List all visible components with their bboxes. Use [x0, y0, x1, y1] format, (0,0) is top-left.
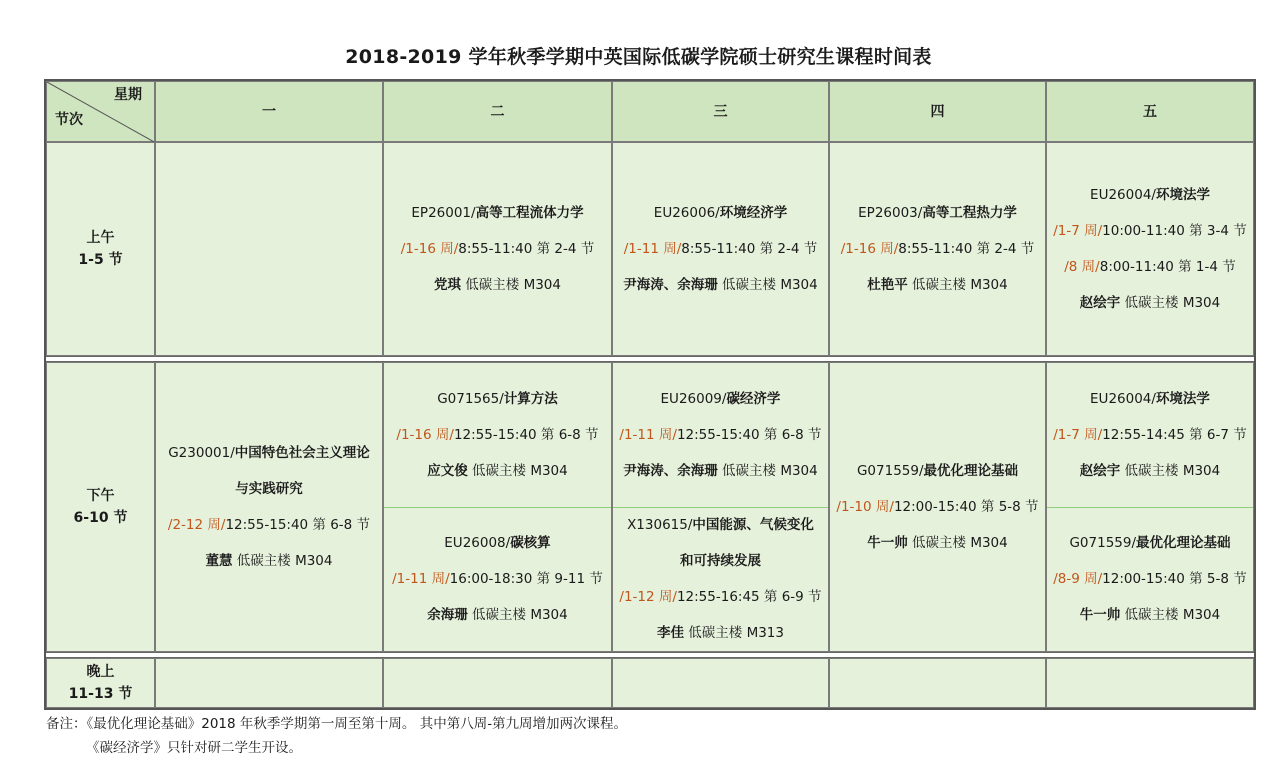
course-time: 12:55-15:40 第 6-8 节 [453, 427, 599, 443]
course-teacher: 党琪 [433, 277, 461, 293]
row-label-line1: 晚上 [86, 664, 115, 680]
course-time-line [401, 231, 595, 267]
course-time: 12:00-15:40 第 5-8 节 [893, 499, 1039, 515]
course-code: G071559/ [1069, 535, 1137, 551]
course-title-line [654, 195, 787, 231]
course-weeks: /1-16 周/ [400, 241, 459, 257]
course-room: 低碳主楼 M304 [236, 553, 333, 569]
course-teacher: 尹海涛、余海珊 [623, 463, 718, 479]
course-weeks: /8-9 周/ [1053, 571, 1103, 587]
course-name: 中国能源、气候变化 [692, 517, 814, 533]
cell-divider [1047, 507, 1253, 508]
course-code: EU26004/ [1090, 187, 1156, 203]
cell-fri-pm [1046, 362, 1254, 652]
course-code: G071559/ [856, 463, 924, 479]
course-time: 12:55-16:45 第 6-9 节 [676, 589, 822, 605]
course-time: 12:55-15:40 第 6-8 节 [225, 517, 371, 533]
course-teacher-line [396, 453, 598, 489]
course-time: 8:55-11:40 第 2-4 节 [898, 241, 1035, 257]
course-room: 低碳主楼 M304 [722, 463, 818, 479]
course-time: 16:00-18:30 第 9-11 节 [449, 571, 603, 587]
course-room: 低碳主楼 M304 [722, 277, 818, 293]
course-time: 12:55-14:45 第 6-7 节 [1102, 427, 1247, 443]
course-title-line [619, 381, 821, 417]
row-label-line2: 1-5 节 [78, 252, 123, 268]
course-room: 低碳主楼 M304 [912, 277, 1008, 293]
course-name: 高等工程流体力学 [475, 205, 584, 221]
course-time-line [624, 231, 818, 267]
course-teacher: 董慧 [205, 553, 233, 569]
course-weeks: /1-7 周/ [1053, 223, 1103, 239]
course-room: 低碳主楼 M304 [472, 463, 568, 479]
day-header-fri: 五 [1046, 81, 1254, 142]
course-teacher-line [1080, 285, 1221, 321]
course-title-line [1090, 177, 1210, 213]
row-header-morning [46, 142, 155, 356]
course-tue-am [383, 142, 612, 356]
row-label-line1: 下午 [86, 488, 115, 504]
course-title-line [619, 507, 821, 543]
course-wed-am [612, 142, 829, 356]
course-room: 低碳主楼 M304 [912, 535, 1008, 551]
course-fri-pm2 [1053, 507, 1247, 651]
course-title-line-2 [235, 471, 303, 507]
course-time-line [1053, 213, 1247, 249]
course-title-line [858, 195, 1017, 231]
corner-slot-label: 节次 [55, 112, 83, 128]
course-time: 12:00-15:40 第 5-8 节 [1102, 571, 1247, 587]
day-header-tue: 二 [383, 81, 612, 142]
course-code: G071565/ [437, 391, 504, 407]
course-teacher-line [1053, 597, 1247, 633]
course-fri-pm1 [1053, 363, 1247, 507]
course-weeks: /1-11 周/ [392, 571, 450, 587]
cell-fri-eve [1046, 658, 1254, 708]
notes [46, 712, 627, 760]
course-tue-pm1 [396, 363, 598, 507]
course-teacher-line [392, 597, 603, 633]
course-weeks: /1-7 周/ [1053, 427, 1103, 443]
course-weeks: /1-16 周/ [840, 241, 899, 257]
course-name-2: 与实践研究 [235, 481, 303, 497]
course-time-line [619, 579, 821, 615]
course-time-2: 8:00-11:40 第 1-4 节 [1099, 259, 1236, 275]
course-time-line [396, 417, 598, 453]
note-line-1: 备注：《最优化理论基础》2018 年秋季学期第一周至第十周。 其中第八周-第九周增加两次课程。 [46, 716, 628, 732]
course-teacher: 赵绘宇 [1079, 463, 1121, 479]
course-teacher-line [867, 525, 1008, 561]
course-title-line [1053, 381, 1247, 417]
course-code: EP26003/ [858, 205, 923, 221]
course-name: 环境法学 [1155, 391, 1210, 407]
course-teacher: 应文俊 [427, 463, 468, 479]
course-time-line [392, 561, 603, 597]
course-teacher: 牛一帅 [1079, 607, 1121, 623]
course-teacher-line [434, 267, 561, 303]
course-teacher-line [1053, 453, 1247, 489]
course-title-line [392, 525, 603, 561]
note-line-2: 《碳经济学》只针对研二学生开设。 [86, 740, 302, 756]
course-title-line [396, 381, 598, 417]
course-room: 低碳主楼 M304 [472, 607, 568, 623]
corner-week-label: 星期 [114, 87, 142, 103]
course-name: 计算方法 [503, 391, 558, 407]
course-wed-pm1 [619, 363, 821, 507]
course-fri-am [1046, 142, 1254, 356]
course-code: EU26008/ [444, 535, 511, 551]
course-room: 低碳主楼 M313 [688, 625, 784, 641]
course-name: 最优化理论基础 [923, 463, 1019, 479]
course-name: 碳核算 [510, 535, 551, 551]
corner-header [46, 81, 155, 142]
course-time: 8:55-11:40 第 2-4 节 [458, 241, 595, 257]
course-tue-pm2 [392, 507, 603, 651]
course-name: 最优化理论基础 [1136, 535, 1231, 551]
cell-divider [613, 507, 828, 508]
course-code: X130615/ [627, 517, 693, 533]
course-teacher: 余海珊 [427, 607, 468, 623]
row-header-evening [46, 658, 155, 708]
timetable [44, 79, 1256, 710]
course-room: 低碳主楼 M304 [1124, 607, 1221, 623]
course-title-line [168, 435, 370, 471]
course-title-line [411, 195, 583, 231]
course-time-line [836, 489, 1038, 525]
course-title-line [857, 453, 1018, 489]
cell-mon-eve [155, 658, 383, 708]
course-weeks: /1-12 周/ [619, 589, 677, 605]
cell-mon-am [155, 142, 383, 356]
course-thu-pm [829, 362, 1046, 652]
course-teacher-line [619, 615, 821, 651]
page-title: 2018-2019 学年秋季学期中英国际低碳学院硕士研究生课程时间表 [345, 46, 932, 68]
cell-tue-pm [383, 362, 612, 652]
cell-thu-eve [829, 658, 1046, 708]
day-header-wed: 三 [612, 81, 829, 142]
course-room: 低碳主楼 M304 [1124, 463, 1221, 479]
cell-divider [384, 507, 611, 508]
row-header-afternoon [46, 362, 155, 652]
course-weeks: /1-10 周/ [836, 499, 894, 515]
row-label-line1: 上午 [86, 230, 115, 246]
course-code: EU26009/ [660, 391, 727, 407]
course-time-line-2 [1064, 249, 1236, 285]
course-time-line [841, 231, 1035, 267]
course-time: 12:55-15:40 第 6-8 节 [676, 427, 822, 443]
course-teacher: 杜艳平 [867, 277, 908, 293]
cell-tue-eve [383, 658, 612, 708]
course-weeks: /1-11 周/ [623, 241, 682, 257]
course-teacher-line [205, 543, 332, 579]
course-weeks: /2-12 周/ [167, 517, 226, 533]
course-teacher: 牛一帅 [867, 535, 908, 551]
day-header-thu: 四 [829, 81, 1046, 142]
course-weeks: /1-16 周/ [396, 427, 454, 443]
course-title-line [1053, 525, 1247, 561]
course-time-line [1053, 561, 1247, 597]
course-teacher-line [867, 267, 1008, 303]
course-name: 碳经济学 [726, 391, 781, 407]
row-label-line2: 6-10 节 [73, 510, 128, 526]
course-teacher-line [619, 453, 821, 489]
cell-wed-pm [612, 362, 829, 652]
course-time: 10:00-11:40 第 3-4 节 [1102, 223, 1247, 239]
day-header-mon: 一 [155, 81, 383, 142]
course-name: 中国特色社会主义理论 [234, 445, 370, 461]
course-code: EU26004/ [1090, 391, 1156, 407]
course-teacher: 尹海涛、余海珊 [623, 277, 718, 293]
course-room: 低碳主楼 M304 [465, 277, 561, 293]
course-time: 8:55-11:40 第 2-4 节 [681, 241, 818, 257]
course-name-2: 和可持续发展 [679, 553, 761, 569]
cell-wed-eve [612, 658, 829, 708]
course-weeks-2: /8 周/ [1064, 259, 1100, 275]
course-teacher-line [623, 267, 818, 303]
course-time-line [1053, 417, 1247, 453]
course-teacher: 李佳 [656, 625, 684, 641]
course-code: G230001/ [168, 445, 235, 461]
course-thu-am [829, 142, 1046, 356]
course-wed-pm2 [619, 507, 821, 651]
course-mon-pm [155, 362, 383, 652]
course-name: 环境经济学 [719, 205, 788, 221]
row-label-line2: 11-13 节 [68, 686, 133, 702]
course-time-line [619, 417, 821, 453]
course-name: 高等工程热力学 [922, 205, 1017, 221]
course-weeks: /1-11 周/ [619, 427, 677, 443]
course-teacher: 赵绘宇 [1079, 295, 1121, 311]
course-room: 低碳主楼 M304 [1124, 295, 1221, 311]
course-title-line-2 [619, 543, 821, 579]
course-code: EU26006/ [653, 205, 720, 221]
course-code: EP26001/ [411, 205, 476, 221]
course-name: 环境法学 [1155, 187, 1210, 203]
course-time-line [168, 507, 370, 543]
